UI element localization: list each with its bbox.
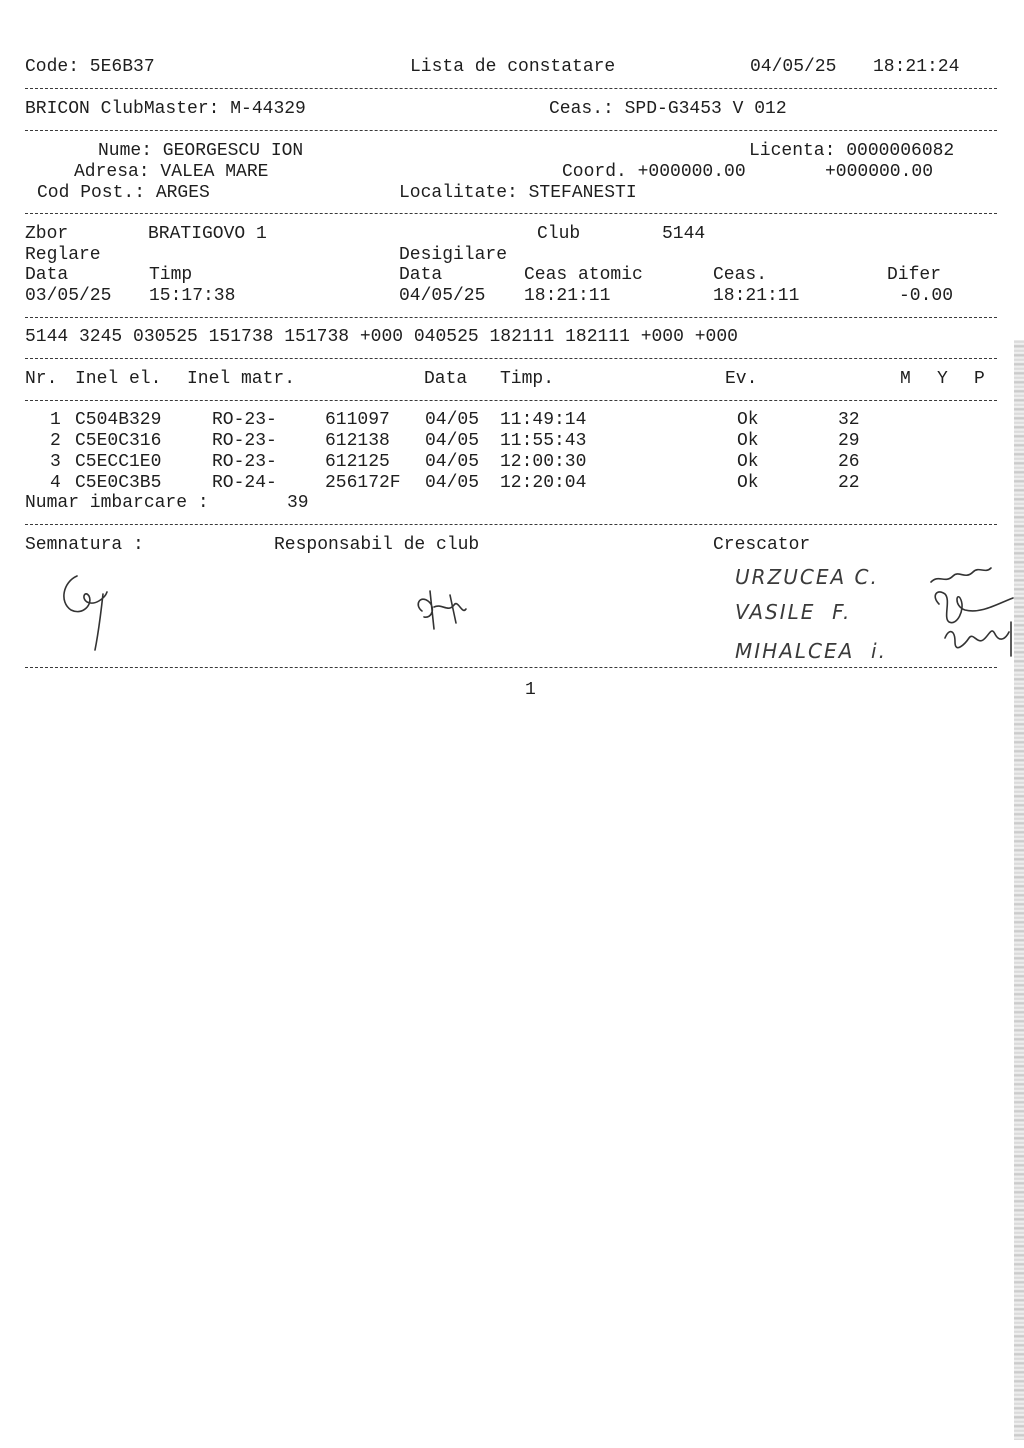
boarding-count: 39 [287,493,309,513]
separator [25,667,997,668]
electronic-ring: C504B329 [75,410,162,430]
print-time: 18:21:24 [873,57,960,77]
coordinates: Coord. +000000.00 [562,162,746,182]
flight-name: BRATIGOVO 1 [148,224,267,244]
postal-code: Cod Post.: ARGES [37,183,210,203]
row-number: 3 [50,452,61,472]
separator [25,358,997,359]
separator [25,88,997,89]
club-label: Club [537,224,581,244]
setting-label: Reglare [25,245,101,265]
electronic-ring: C5E0C3B5 [75,473,162,493]
ring-series: RO-23- [212,410,277,430]
th-inel-matr: Inel matr. [187,369,296,389]
arrival-time: 12:20:04 [500,473,587,493]
ring-number: 611097 [325,410,390,430]
th-ev: Ev. [725,369,758,389]
row-value: 32 [838,410,860,430]
setting-date: 03/05/25 [25,286,112,306]
th-timp: Timp. [500,369,555,389]
club-responsible-label: Responsabil de club [274,535,480,555]
th-data: Data [424,369,468,389]
scan-edge [1014,340,1024,1440]
coordinates-second: +000000.00 [825,162,934,182]
col-header-difference: Difer [887,265,942,285]
owner-name: Nume: GEORGESCU ION [98,141,304,161]
th-m: M [900,369,911,389]
event-status: Ok [737,452,759,472]
ring-series: RO-23- [212,452,277,472]
breeder-label: Crescator [713,535,811,555]
setting-time: 15:17:38 [149,286,236,306]
breeder-name-2: VASILE F. [735,600,852,624]
arrival-date: 04/05 [425,410,480,430]
separator [25,524,997,525]
clubmaster-id: BRICON ClubMaster: M-44329 [25,99,306,119]
separator [25,130,997,131]
clock-difference: -0.00 [899,286,954,306]
arrival-time: 11:55:43 [500,431,587,451]
arrival-date: 04/05 [425,431,480,451]
row-number: 1 [50,410,61,430]
row-value: 29 [838,431,860,451]
license-number: Licenta: 0000006082 [749,141,955,161]
unsealing-label: Desigilare [399,245,508,265]
ring-number: 256172F [325,473,401,493]
separator [25,213,997,214]
flight-label: Zbor [25,224,69,244]
page-number: 1 [525,680,536,700]
clock-time: 18:21:11 [713,286,800,306]
signature [55,568,125,658]
row-number: 4 [50,473,61,493]
breeder-name-1: URZUCEA C. [735,565,879,589]
ring-series: RO-24- [212,473,277,493]
clock-id: Ceas.: SPD-G3453 V 012 [549,99,787,119]
arrival-time: 12:00:30 [500,452,587,472]
row-value: 22 [838,473,860,493]
arrival-date: 04/05 [425,452,480,472]
owner-address: Adresa: VALEA MARE [74,162,269,182]
atomic-clock-time: 18:21:11 [524,286,611,306]
document-title: Lista de constatare [410,57,616,77]
event-status: Ok [737,473,759,493]
arrival-time: 11:49:14 [500,410,587,430]
row-number: 2 [50,431,61,451]
event-status: Ok [737,431,759,451]
th-y: Y [937,369,948,389]
col-header-clock: Ceas. [713,265,768,285]
ring-number: 612138 [325,431,390,451]
th-nr: Nr. [25,369,58,389]
document-code: Code: 5E6B37 [25,57,155,77]
breeder-name-3: MIHALCEA i. [735,639,887,663]
electronic-ring: C5E0C316 [75,431,162,451]
col-header-time: Timp [149,265,193,285]
col-header-atomic-clock: Ceas atomic [524,265,643,285]
separator [25,317,997,318]
control-code-line: 5144 3245 030525 151738 151738 +000 040525 182111 182111 +000 +000 [25,327,738,347]
col-header-date: Data [25,265,69,285]
boarding-count-label: Numar imbarcare : [25,493,209,513]
arrival-date: 04/05 [425,473,480,493]
th-p: P [974,369,985,389]
club-responsible-signature [410,585,480,635]
ring-series: RO-23- [212,431,277,451]
ring-number: 612125 [325,452,390,472]
th-inel-el: Inel el. [75,369,162,389]
electronic-ring: C5ECC1E0 [75,452,162,472]
unsealing-date: 04/05/25 [399,286,486,306]
col-header-date-2: Data [399,265,443,285]
row-value: 26 [838,452,860,472]
breeder-signatures [925,560,1015,670]
signature-label: Semnatura : [25,535,144,555]
separator [25,400,997,401]
club-number: 5144 [662,224,706,244]
locality: Localitate: STEFANESTI [399,183,637,203]
event-status: Ok [737,410,759,430]
print-date: 04/05/25 [750,57,837,77]
